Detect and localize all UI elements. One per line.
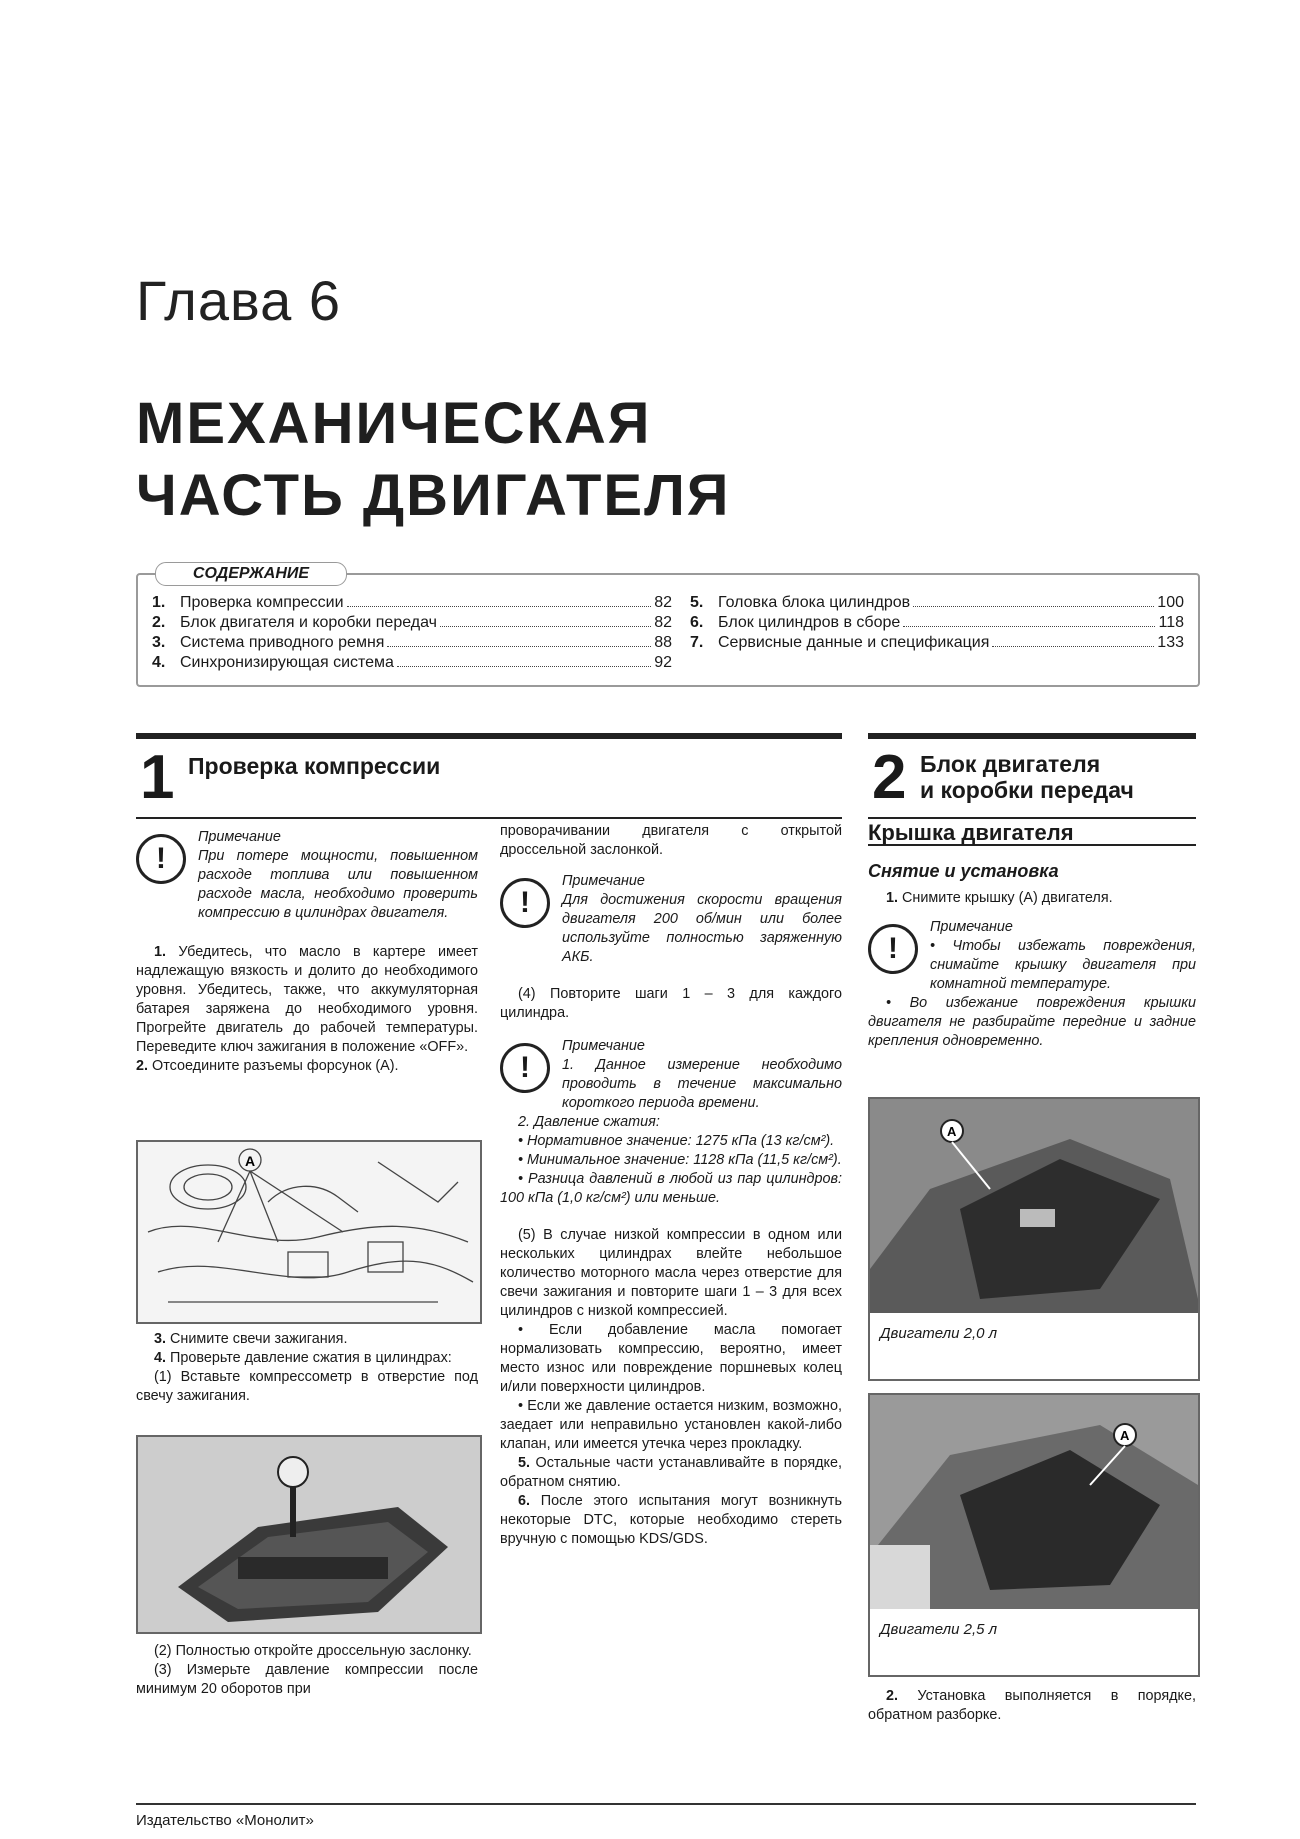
figure-label: A bbox=[1120, 1428, 1130, 1443]
figure-injector-connectors bbox=[136, 1140, 482, 1324]
warning-icon: ! bbox=[500, 1043, 550, 1093]
figure-caption: Двигатели 2,0 л bbox=[880, 1325, 998, 1342]
step-paragraph: 1. Убедитесь, что масло в картере имеет надлежащую вязкость и долито до необходимого уровня. Убедитесь, также, что аккумуляторная батарея заряжена до необходимого уровня. Прогрейте двигатель до рабочей температуры. Переведите ключ зажигания в положение «OFF». bbox=[136, 944, 479, 1055]
figure-engine-2-5 bbox=[868, 1393, 1200, 1677]
subsection-heading: Крышка двигателя bbox=[868, 823, 1196, 846]
note-label: Примечание bbox=[930, 919, 1013, 935]
note-block bbox=[136, 828, 478, 923]
note-text: 1. Данное измерение необходимо проводить в течение максимально короткого периода времени. bbox=[562, 1057, 842, 1111]
warning-icon: ! bbox=[500, 878, 550, 928]
figure-compression-gauge bbox=[136, 1435, 482, 1634]
note-text: • Разница давлений в любой из пар цилиндров: 100 кПа (1,0 кг/см²) или меньше. bbox=[500, 1171, 842, 1206]
note-block bbox=[500, 872, 842, 967]
column-3-bottom bbox=[868, 1687, 1196, 1725]
warning-icon: ! bbox=[868, 924, 918, 974]
toc-column-right bbox=[690, 593, 1184, 653]
toc-item[interactable]: 7. Сервисные данные и спецификация 133 bbox=[690, 634, 1184, 651]
section-2-header bbox=[868, 733, 1196, 819]
note-label: Примечание bbox=[562, 1038, 645, 1054]
step-paragraph: 2. Отсоедините разъемы форсунок (A). bbox=[136, 1058, 399, 1074]
continued-paragraph: проворачивании двигателя с открытой дроссельной заслонкой. bbox=[500, 823, 842, 858]
sub-step: (4) Повторите шаги 1 – 3 для каждого цилиндра. bbox=[500, 986, 842, 1021]
step-paragraph: 3. Снимите свечи зажигания. bbox=[154, 1331, 348, 1347]
section-1-header bbox=[136, 733, 842, 819]
step-paragraph: 4. Проверьте давление сжатия в цилиндрах: bbox=[154, 1350, 452, 1366]
section-2-number: 2 bbox=[872, 743, 907, 812]
bullet: • Если добавление масла помогает нормализовать компрессию, вероятно, имеет место износ или повреждение поршневых колец и/или поверхности цилиндров. bbox=[500, 1322, 842, 1395]
toc-column-left bbox=[152, 593, 672, 673]
sub-step: (3) Измерьте давление компрессии после минимум 20 оборотов при bbox=[136, 1662, 478, 1697]
publisher-footer: Издательство «Монолит» bbox=[136, 1812, 314, 1829]
chapter-label: Глава 6 bbox=[136, 269, 341, 332]
engine-photo bbox=[870, 1099, 1198, 1313]
sub-step: (1) Вставьте компрессометр в отверстие под свечу зажигания. bbox=[136, 1369, 478, 1404]
note-text: Для достижения скорости вращения двигателя 200 об/мин или более используйте полностью заряженную АКБ. bbox=[562, 892, 842, 965]
engine-photo bbox=[138, 1437, 480, 1632]
column-1-top bbox=[136, 828, 478, 1076]
note-text: • Минимальное значение: 1128 кПа (11,5 кг/см²). bbox=[518, 1152, 842, 1168]
figure-engine-2-0 bbox=[868, 1097, 1200, 1381]
toc-item[interactable]: 1. Проверка компрессии 82 bbox=[152, 594, 672, 611]
toc-item[interactable]: 6. Блок цилиндров в сборе 118 bbox=[690, 614, 1184, 631]
toc-item[interactable]: 5. Головка блока цилиндров 100 bbox=[690, 594, 1184, 611]
step-paragraph: 2. Установка выполняется в порядке, обратном разборке. bbox=[868, 1688, 1196, 1723]
figure-label: A bbox=[245, 1153, 256, 1169]
sub-step: (5) В случае низкой компрессии в одном или нескольких цилиндрах влейте небольшое количество моторного масла через отверстие для свечи зажигания и повторите шаги 1 – 3 для всех цилиндров с низкой компрессией. bbox=[500, 1227, 842, 1319]
section-2-title: Блок двигателя и коробки передач bbox=[920, 751, 1134, 803]
table-of-contents bbox=[136, 573, 1200, 687]
engine-photo bbox=[870, 1395, 1198, 1609]
toc-item[interactable]: 2. Блок двигателя и коробки передач 82 bbox=[152, 614, 672, 631]
column-1-middle bbox=[136, 1330, 478, 1406]
step-paragraph: 1. Снимите крышку (A) двигателя. bbox=[886, 890, 1113, 906]
toc-item[interactable]: 3. Система приводного ремня 88 bbox=[152, 634, 672, 651]
warning-icon: ! bbox=[136, 834, 186, 884]
note-block bbox=[500, 1037, 842, 1113]
chapter-title-line1: МЕХАНИЧЕСКАЯ bbox=[136, 391, 652, 456]
engine-line-drawing bbox=[138, 1142, 480, 1322]
note-text: • Нормативное значение: 1275 кПа (13 кг/см²). bbox=[518, 1133, 835, 1149]
column-1-bottom bbox=[136, 1642, 478, 1699]
sub-step: (2) Полностью откройте дроссельную заслонку. bbox=[154, 1643, 472, 1659]
note-text: • Чтобы избежать повреждения, снимайте крышку двигателя при комнатной температуре. bbox=[930, 938, 1196, 992]
section-1-number: 1 bbox=[140, 743, 175, 812]
chapter-title bbox=[136, 388, 730, 532]
figure-label: A bbox=[947, 1124, 957, 1139]
figure-caption: Двигатели 2,5 л bbox=[880, 1621, 998, 1638]
note-label: Примечание bbox=[562, 873, 645, 889]
chapter-title-line2: ЧАСТЬ ДВИГАТЕЛЯ bbox=[136, 463, 731, 528]
note-text: 2. Давление сжатия: bbox=[518, 1114, 660, 1130]
column-3 bbox=[868, 820, 1196, 1051]
section-1-title: Проверка компрессии bbox=[188, 753, 441, 779]
note-label: Примечание bbox=[198, 829, 281, 845]
note-text: • Во избежание повреждения крышки двигателя не разбирайте передние и задние крепления одновременно. bbox=[868, 995, 1196, 1049]
note-block bbox=[868, 918, 1196, 994]
note-text: При потере мощности, повышенном расходе топлива или повышенном расходе масла, необходимо проверить компрессию в цилиндрах двигателя. bbox=[198, 848, 478, 921]
toc-item[interactable]: 4. Синхронизирующая система 92 bbox=[152, 654, 672, 671]
step-paragraph: 6. После этого испытания могут возникнуть некоторые DTC, которые необходимо стереть вручную с помощью KDS/GDS. bbox=[500, 1493, 843, 1547]
step-paragraph: 5. Остальные части устанавливайте в порядке, обратном снятию. bbox=[500, 1455, 842, 1490]
toc-heading: СОДЕРЖАНИЕ bbox=[155, 562, 347, 586]
column-2 bbox=[500, 822, 842, 1549]
subsection-subheading: Снятие и установка bbox=[868, 861, 1059, 881]
footer-divider bbox=[136, 1803, 1196, 1805]
bullet: • Если же давление остается низким, возможно, заедает или неправильно установлен какой-либо клапан, или имеется утечка через прокладку. bbox=[500, 1398, 842, 1452]
